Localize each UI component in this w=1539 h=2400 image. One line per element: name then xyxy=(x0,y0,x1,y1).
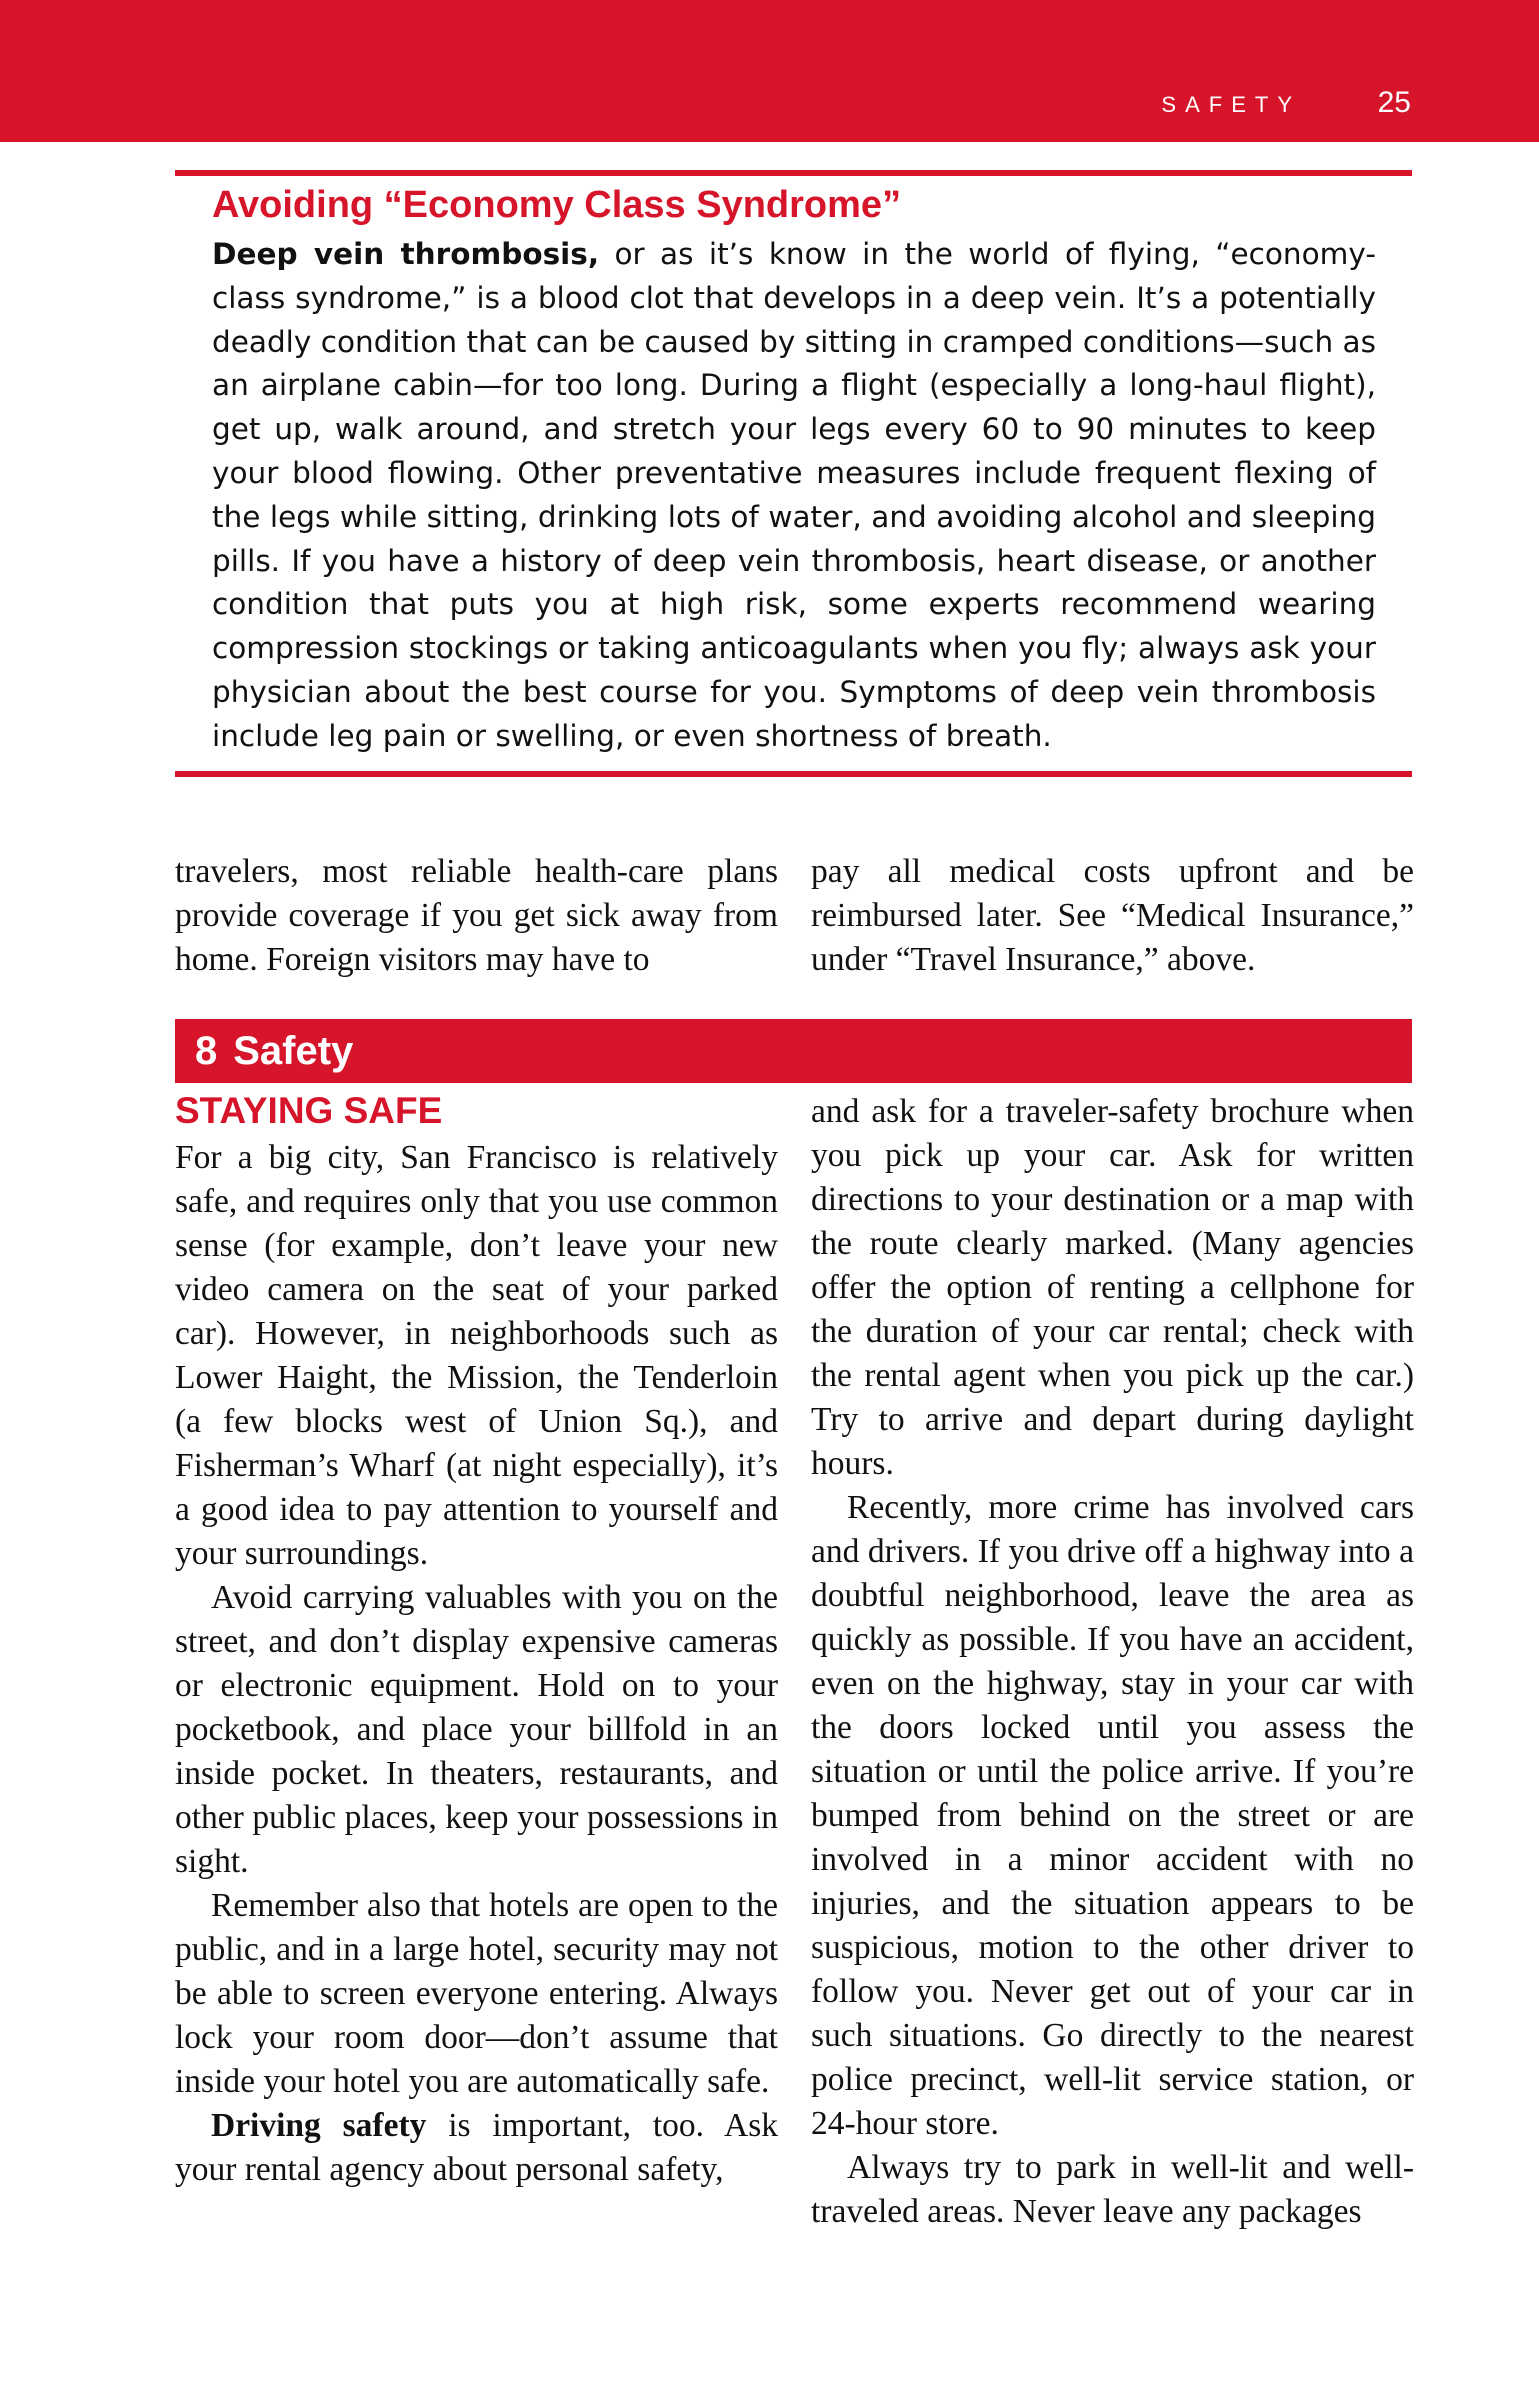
sidebar-title: Avoiding “Economy Class Syndrome” xyxy=(212,184,902,226)
paragraph: Remember also that hotels are open to the public, and in a large hotel, security may not be able to screen everyone entering. Always lock your room door—don’t assume that inside your hotel you are automatically safe. xyxy=(175,1887,778,2100)
sidebar-bottom-rule xyxy=(175,771,1412,777)
paragraph: For a big city, San Francisco is relatively safe, and requires only that you use common sense (for example, don’t leave your new video camera on the seat of your parked car). However, in neighborhoods such as Lower Haight, the Mission, the Tenderloin (a few blocks west of Union Sq.), and Fisherman’s Wharf (at night especially), it’s a good idea to pay attention to yourself and your surroundings. xyxy=(175,1139,778,1572)
upper-left-text: travelers, most reliable health-care plans provide coverage if you get sick away from home. Foreign visitors may have to xyxy=(175,853,778,978)
page-number: 25 xyxy=(1377,86,1411,119)
driving-safety-term: Driving safety xyxy=(211,2107,427,2144)
paragraph xyxy=(175,2104,778,2192)
section-title: Safety xyxy=(233,1029,354,1073)
paragraph: Avoid carrying valuables with you on the street, and don’t display expensive cameras or electronic equipment. Hold on to your pocketbook, and place your billfold in an inside pocket. In theaters, restaurants, and other public places, keep your possessions in sight. xyxy=(175,1579,778,1880)
paragraph: Recently, more crime has involved cars and drivers. If you drive off a highway into a doubtful neighborhood, leave the area as quickly as possible. If you have an accident, even on the highway, stay in your car with the doors locked until you assess the situation or until the police arrive. If you’re bumped from behind on the street or are involved in a minor accident with no injuries, and the situation appears to be suspicious, motion to the other driver to follow you. Never get out of your car in such situations. Go directly to the nearest police precinct, well-lit service station, or 24-hour store. xyxy=(811,1489,1414,2142)
sidebar-top-rule xyxy=(175,170,1412,176)
paragraph: and ask for a traveler-safety brochure when you pick up your car. Ask for written directions to your destination or a map with the route clearly marked. (Many agencies offer the option of renting a cellphone for the duration of your car rental; check with the rental agent when you pick up the car.) Try to arrive and depart during daylight hours. xyxy=(811,1093,1414,1482)
paragraph: Always try to park in well-lit and well-traveled areas. Never leave any packages xyxy=(811,2149,1414,2230)
staying-safe-heading: STAYING SAFE xyxy=(175,1090,443,1131)
paragraph-text: is important, too. Ask your rental agency about personal safety, xyxy=(175,2107,778,2188)
sidebar-lead-term: Deep vein thrombosis, xyxy=(212,237,600,271)
lower-left-column xyxy=(175,1088,778,2192)
sidebar-body-text: or as it’s know in the world of flying, “economy-class syndrome,” is a blood clot that develops in a deep vein. It’s a potentially deadly condition that can be caused by sitting in cramped conditions—such as an airplane cabin—for too long. During a flight (especially a long-haul flight), get up, walk around, and stretch your legs every 60 to 90 minutes to keep your blood flowing. Other preventative measures include frequent flexing of the legs while sitting, drinking lots of water, and avoiding alcohol and sleeping pills. If you have a history of deep vein thrombosis, heart disease, or another condition that puts you at high risk, some experts recommend wearing compression stockings or taking anticoagulants when you fly; always ask your physician about the best course for you. Symptoms of deep vein thrombosis include leg pain or swelling, or even shortness of breath. xyxy=(212,237,1376,753)
sidebar-box xyxy=(212,182,1376,759)
upper-left-column xyxy=(175,850,778,982)
running-head: SAFETY xyxy=(1161,92,1301,117)
lower-right-column xyxy=(811,1090,1414,2234)
page-header-bar xyxy=(0,0,1539,142)
upper-right-column xyxy=(811,850,1414,982)
section-bar xyxy=(175,1019,1412,1083)
sidebar-body xyxy=(212,233,1376,759)
upper-right-text: pay all medical costs upfront and be reimbursed later. See “Medical Insurance,” under “Travel Insurance,” above. xyxy=(811,853,1414,978)
section-number: 8 xyxy=(195,1029,218,1073)
